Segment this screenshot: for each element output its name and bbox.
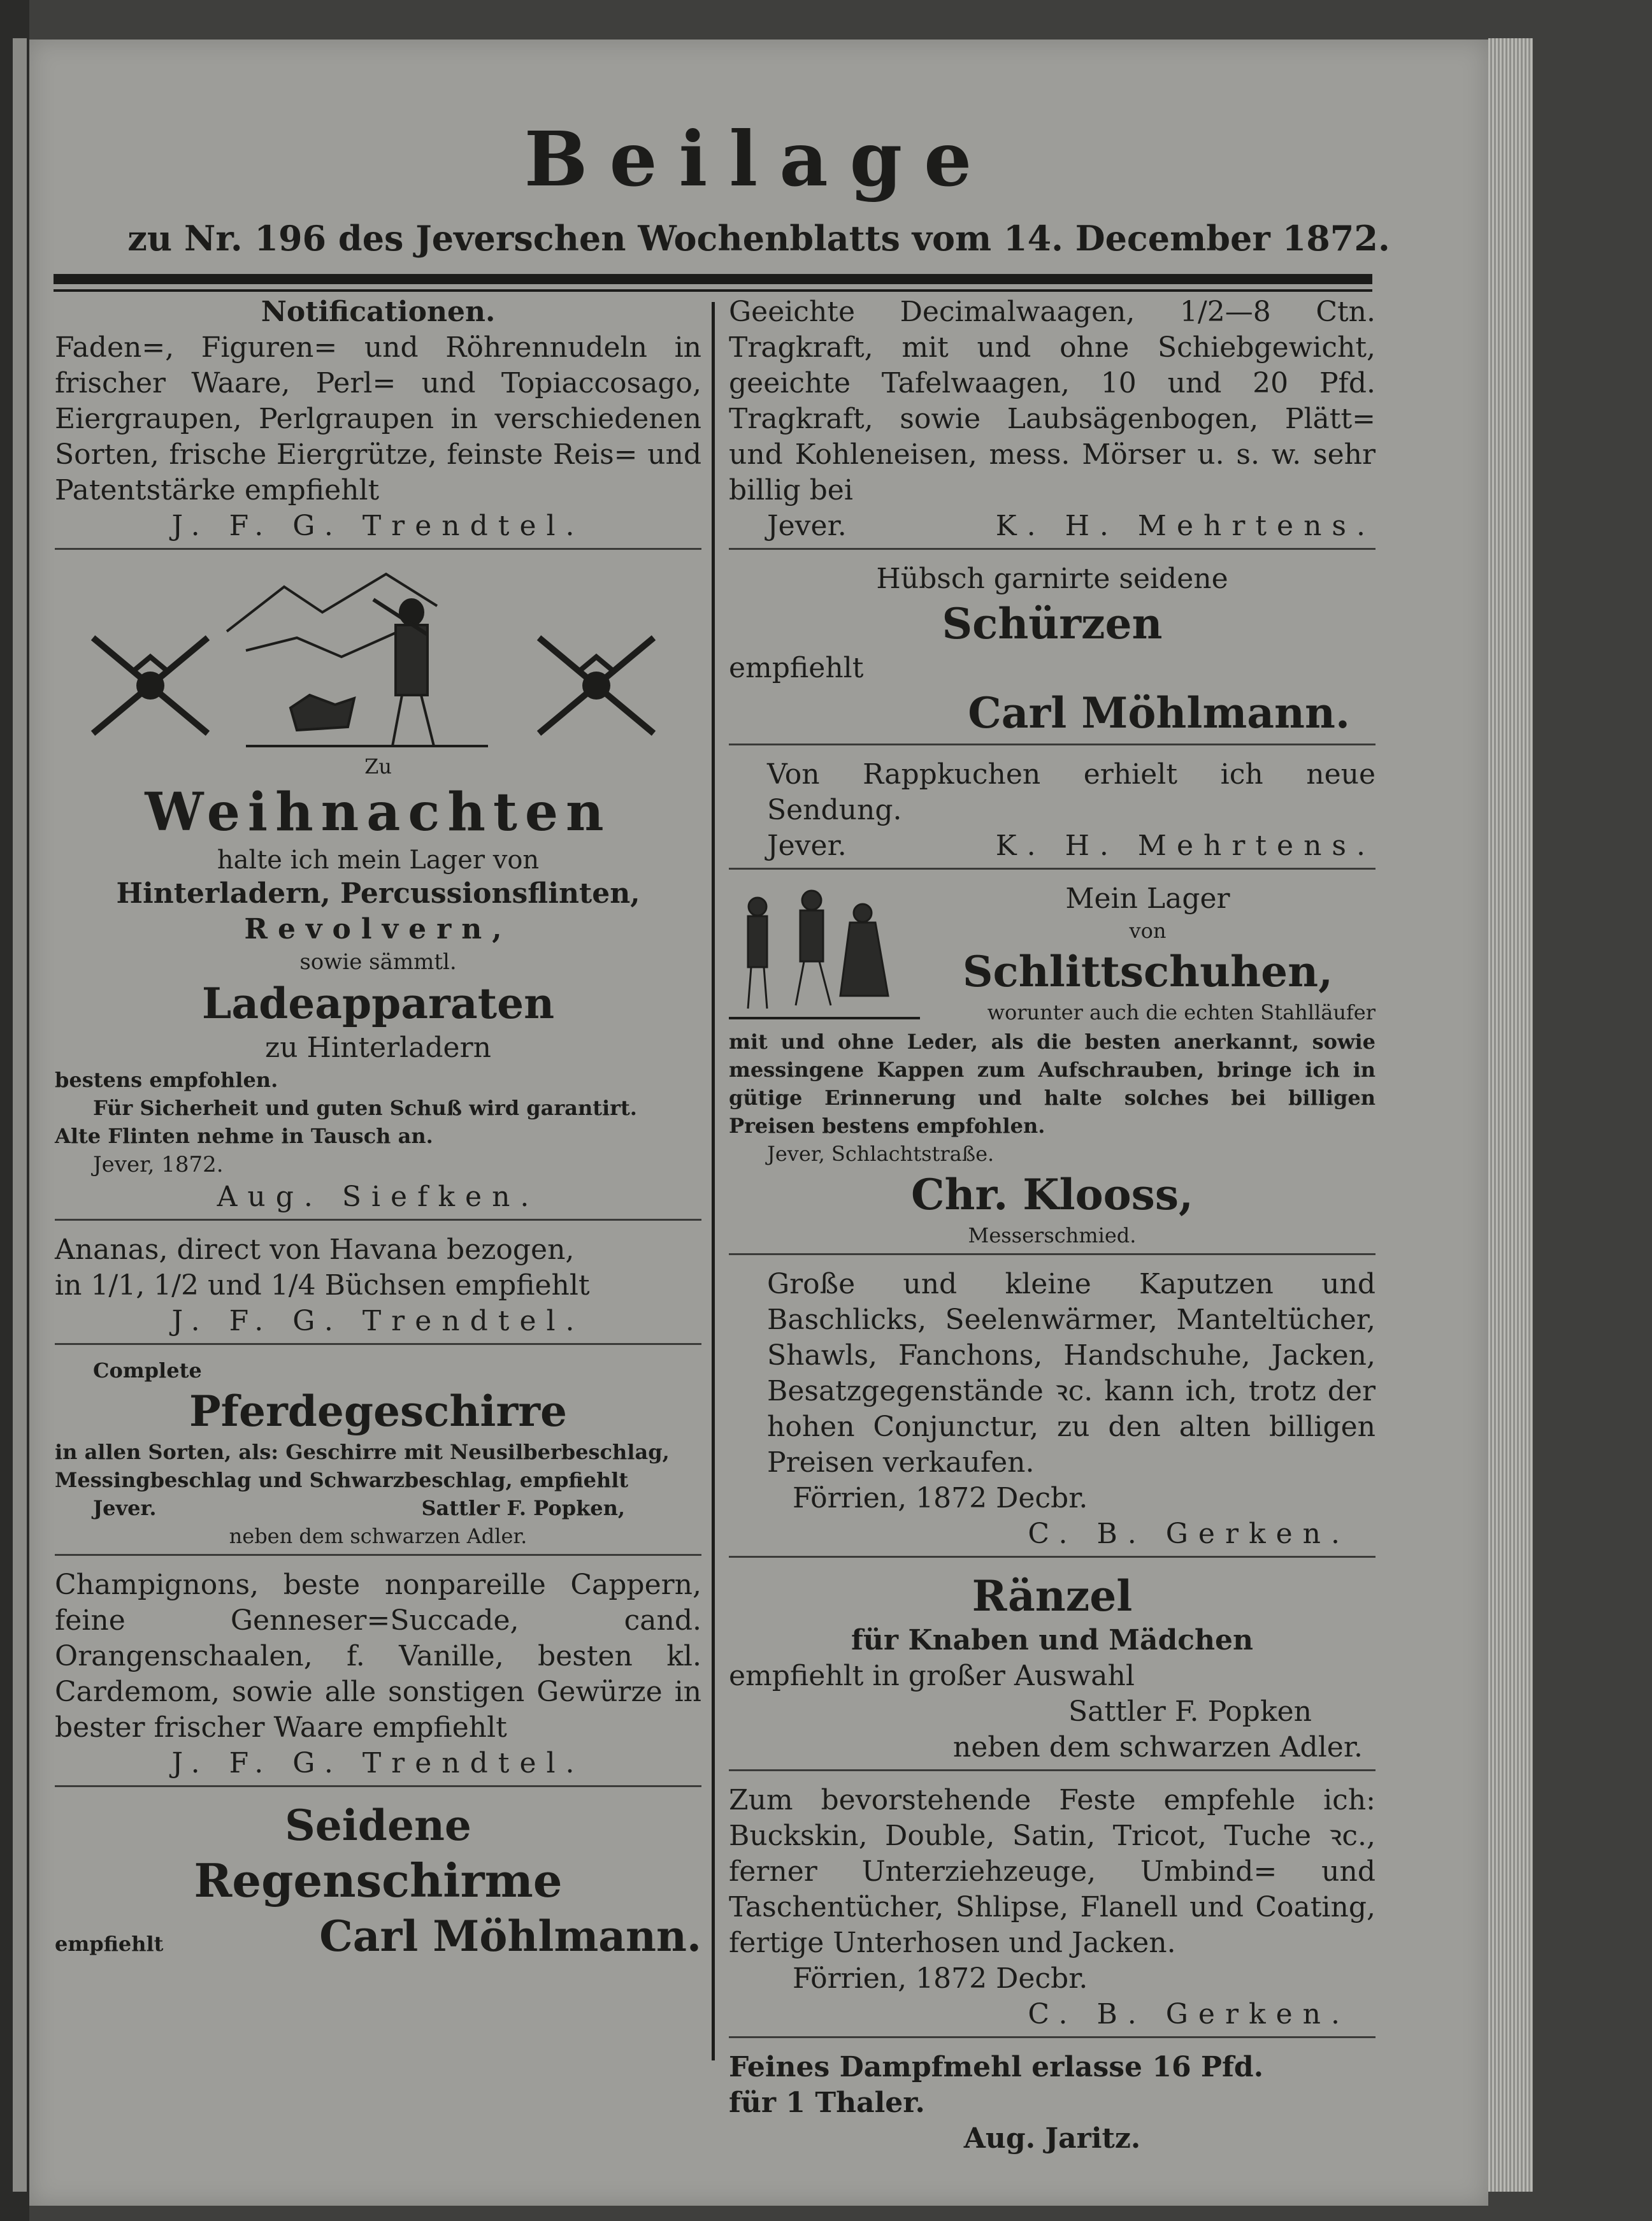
ad-title: Weihnachten <box>145 782 612 843</box>
ad-line: Jever, 1872. <box>93 1152 224 1177</box>
ad-signature: C. B. Gerken. <box>1028 1998 1350 2031</box>
ad-signature-sub: neben dem schwarzen Adler. <box>229 1524 528 1548</box>
ad-signature-row <box>55 1494 701 1522</box>
ad-signature-sub: Messerschmied. <box>968 1223 1137 1247</box>
ad-line: für Knaben und Mädchen <box>851 1624 1254 1657</box>
ad-notificationen <box>55 294 701 544</box>
ad-line: sowie sämmtl. <box>299 949 457 975</box>
ad-rappkuchen <box>729 757 1375 864</box>
ad-place: Jever. <box>93 1496 157 1520</box>
newspaper-page <box>29 40 1488 2206</box>
skaters-woodcut <box>729 881 920 1028</box>
ad-feste <box>729 1783 1375 2032</box>
ad-place: Jever. <box>767 830 847 862</box>
ad-line: in 1/1, 1/2 und 1/4 Büchsen empfiehlt <box>55 1269 590 1302</box>
hunter-figure-icon <box>227 574 488 746</box>
ad-line: von <box>1129 919 1167 943</box>
ad-signature: Chr. Klooss, <box>911 1170 1193 1219</box>
ad-separator <box>55 1219 701 1221</box>
ad-signature: Sattler F. Popken, <box>421 1496 625 1520</box>
crossed-rifles-icon <box>93 638 208 733</box>
ad-signature-row <box>55 1909 701 1963</box>
ad-heading: Notificationen. <box>261 296 496 328</box>
ad-schuerzen <box>729 561 1375 740</box>
ad-separator <box>729 1769 1375 1771</box>
crossed-rifles-icon <box>539 638 654 733</box>
ad-signature: Aug. Siefken. <box>217 1181 540 1213</box>
ad-body: Faden=, Figuren= und Röhrennudeln in frischer Waare, Perl= und Topiaccosago, Eiergraupen, Perlgraupen in verschiedenen Sorten, frische Eiergrütze, feinste Reis= und Patentstärke empfiehlt <box>55 331 701 507</box>
ad-signature: Carl Möhlmann. <box>968 688 1350 738</box>
header-rule <box>54 274 1372 284</box>
ad-line: Complete <box>93 1358 202 1383</box>
ad-body: Geeichte Decimalwaagen, 1/2—8 Ctn. Tragkraft, mit und ohne Schiebgewicht, geeichte Tafelwaagen, 10 und 20 Pfd. Tragkraft, sowie Laubsägenbogen, Plätt= und Kohleneisen, mess. Mörser u. s. w. sehr billig bei <box>729 296 1375 507</box>
ad-separator <box>729 1556 1375 1558</box>
ad-pferdegeschirre <box>55 1356 701 1550</box>
ad-body: Champignons, beste nonpareille Cappern, feine Genneser=Succade, cand. Orangenschaalen, f. Vanille, besten kl. Cardemom, sowie alle sonstigen Gewürze in bester frischer Waare empfiehlt <box>55 1569 701 1744</box>
ad-signature: K. H. Mehrtens. <box>995 510 1375 542</box>
ad-line: Ladeapparaten <box>201 979 555 1028</box>
ad-signature: Sattler F. Popken <box>1068 1695 1312 1728</box>
ad-kaputzen <box>729 1267 1375 1552</box>
ad-dampfmehl <box>729 2050 1375 2157</box>
ad-title: Ränzel <box>972 1571 1133 1621</box>
ad-signature: Carl Möhlmann. <box>319 1911 701 1961</box>
skates-header <box>729 881 1375 1028</box>
ad-separator <box>55 1554 701 1556</box>
ad-signature-sub: neben dem schwarzen Adler. <box>952 1731 1363 1764</box>
previous-page-edge <box>13 38 27 2192</box>
ad-signature: J. F. G. Trendtel. <box>171 1305 585 1337</box>
ad-schlittschuhe <box>729 881 1375 1249</box>
ad-line: für 1 Thaler. <box>729 2087 925 2119</box>
ad-line: Hinterladern, Percussionsflinten, <box>116 877 640 910</box>
page-stack-edges <box>1488 38 1533 2192</box>
ad-separator <box>729 744 1375 745</box>
supplement-subtitle: zu Nr. 196 des Jeverschen Wochenblatts vom 14. December 1872. <box>127 218 1390 259</box>
ad-line: Ananas, direct von Havana bezogen, <box>55 1233 575 1266</box>
hunter-woodcut <box>55 561 701 752</box>
ad-separator <box>729 548 1375 550</box>
left-column <box>55 294 701 1963</box>
ad-separator <box>55 548 701 550</box>
ad-line: Für Sicherheit und guten Schuß wird garantirt. <box>93 1096 637 1120</box>
ad-separator <box>55 1785 701 1787</box>
ad-line: Alte Flinten nehme in Tausch an. <box>55 1124 433 1148</box>
ad-line: empfiehlt in großer Auswahl <box>729 1660 1135 1692</box>
ad-line: Zu <box>364 754 392 779</box>
right-column <box>729 294 1375 2157</box>
ad-place: Jever. <box>767 510 847 542</box>
ad-raenzel <box>729 1569 1375 1765</box>
ad-weihnachten <box>55 561 701 1215</box>
ad-line: Mein Lager <box>1065 882 1230 915</box>
ad-line: bestens empfohlen. <box>55 1068 278 1092</box>
supplement-title: Beilage <box>524 115 994 203</box>
header-rule-thin <box>54 289 1372 292</box>
ad-body: mit und ohne Leder, als die besten anerkannt, sowie messingene Kappen zum Aufschrauben, bringe ich in gütige Erinnerung und halte solches bei billigen Preisen bestens empfohlen. <box>729 1030 1375 1138</box>
ad-signature: C. B. Gerken. <box>1028 1518 1350 1550</box>
ad-line: worunter auch die echten Stahlläufer <box>987 1000 1375 1024</box>
ad-body: Zum bevorstehende Feste empfehle ich: Buckskin, Double, Satin, Tricot, Tuche ꝛc., ferner Unterziehzeuge, Umbind= und Taschentücher, Shlipse, Flanell und Coating, fertige Unterhosen und Jacken. <box>729 1784 1375 1959</box>
ad-separator <box>729 868 1375 870</box>
ad-title: Schürzen <box>942 599 1163 649</box>
ad-signature: J. F. G. Trendtel. <box>171 1747 585 1779</box>
ad-line: Messingbeschlag und Schwarzbeschlag, empfiehlt <box>55 1468 629 1492</box>
ad-title: Schlittschuhen, <box>962 947 1333 996</box>
ad-line: halte ich mein Lager von <box>217 845 540 875</box>
ad-line: Revolvern, <box>244 913 512 945</box>
ad-champignons <box>55 1567 701 1781</box>
ad-line: Hübsch garnirte seidene <box>876 563 1228 595</box>
ad-signature-row <box>729 828 1375 864</box>
ad-regenschirme <box>55 1799 701 1963</box>
ad-place: Förrien, 1872 Decbr. <box>793 1482 1088 1514</box>
ad-place: Förrien, 1872 Decbr. <box>793 1962 1088 1995</box>
ad-signature-row <box>729 508 1375 544</box>
column-divider <box>712 302 715 2060</box>
ad-separator <box>729 1253 1375 1255</box>
ad-line: Seidene <box>285 1801 471 1850</box>
ad-separator <box>55 1343 701 1345</box>
ad-body: Von Rappkuchen erhielt ich neue Sendung. <box>767 758 1375 826</box>
ad-body: Große und kleine Kaputzen und Baschlicks, Seelenwärmer, Manteltücher, Shawls, Fanchons, Handschuhe, Jacken, Besatzgegenstände ꝛc. kann ich, trotz der hohen Conjunctur, zu den alten billigen Preisen verkaufen. <box>767 1268 1375 1479</box>
skates-heading <box>920 881 1375 1028</box>
ad-line: zu Hinterladern <box>265 1031 491 1064</box>
ad-line: Feines Dampfmehl erlasse 16 Pfd. <box>729 2051 1264 2083</box>
ad-waagen <box>729 294 1375 544</box>
ad-line: empfiehlt <box>729 652 864 684</box>
ad-separator <box>729 2036 1375 2038</box>
ad-signature: K. H. Mehrtens. <box>995 830 1375 862</box>
ad-signature: J. F. G. Trendtel. <box>171 510 585 542</box>
ad-signature: Aug. Jaritz. <box>963 2122 1141 2155</box>
ad-title: Regenschirme <box>194 1853 563 1908</box>
ad-line: empfiehlt <box>55 1932 164 1956</box>
ad-place: Jever, Schlachtstraße. <box>767 1142 995 1166</box>
ad-line: in allen Sorten, als: Geschirre mit Neusilberbeschlag, <box>55 1440 670 1464</box>
ad-title: Pferdegeschirre <box>189 1386 567 1436</box>
ad-ananas <box>55 1232 701 1339</box>
